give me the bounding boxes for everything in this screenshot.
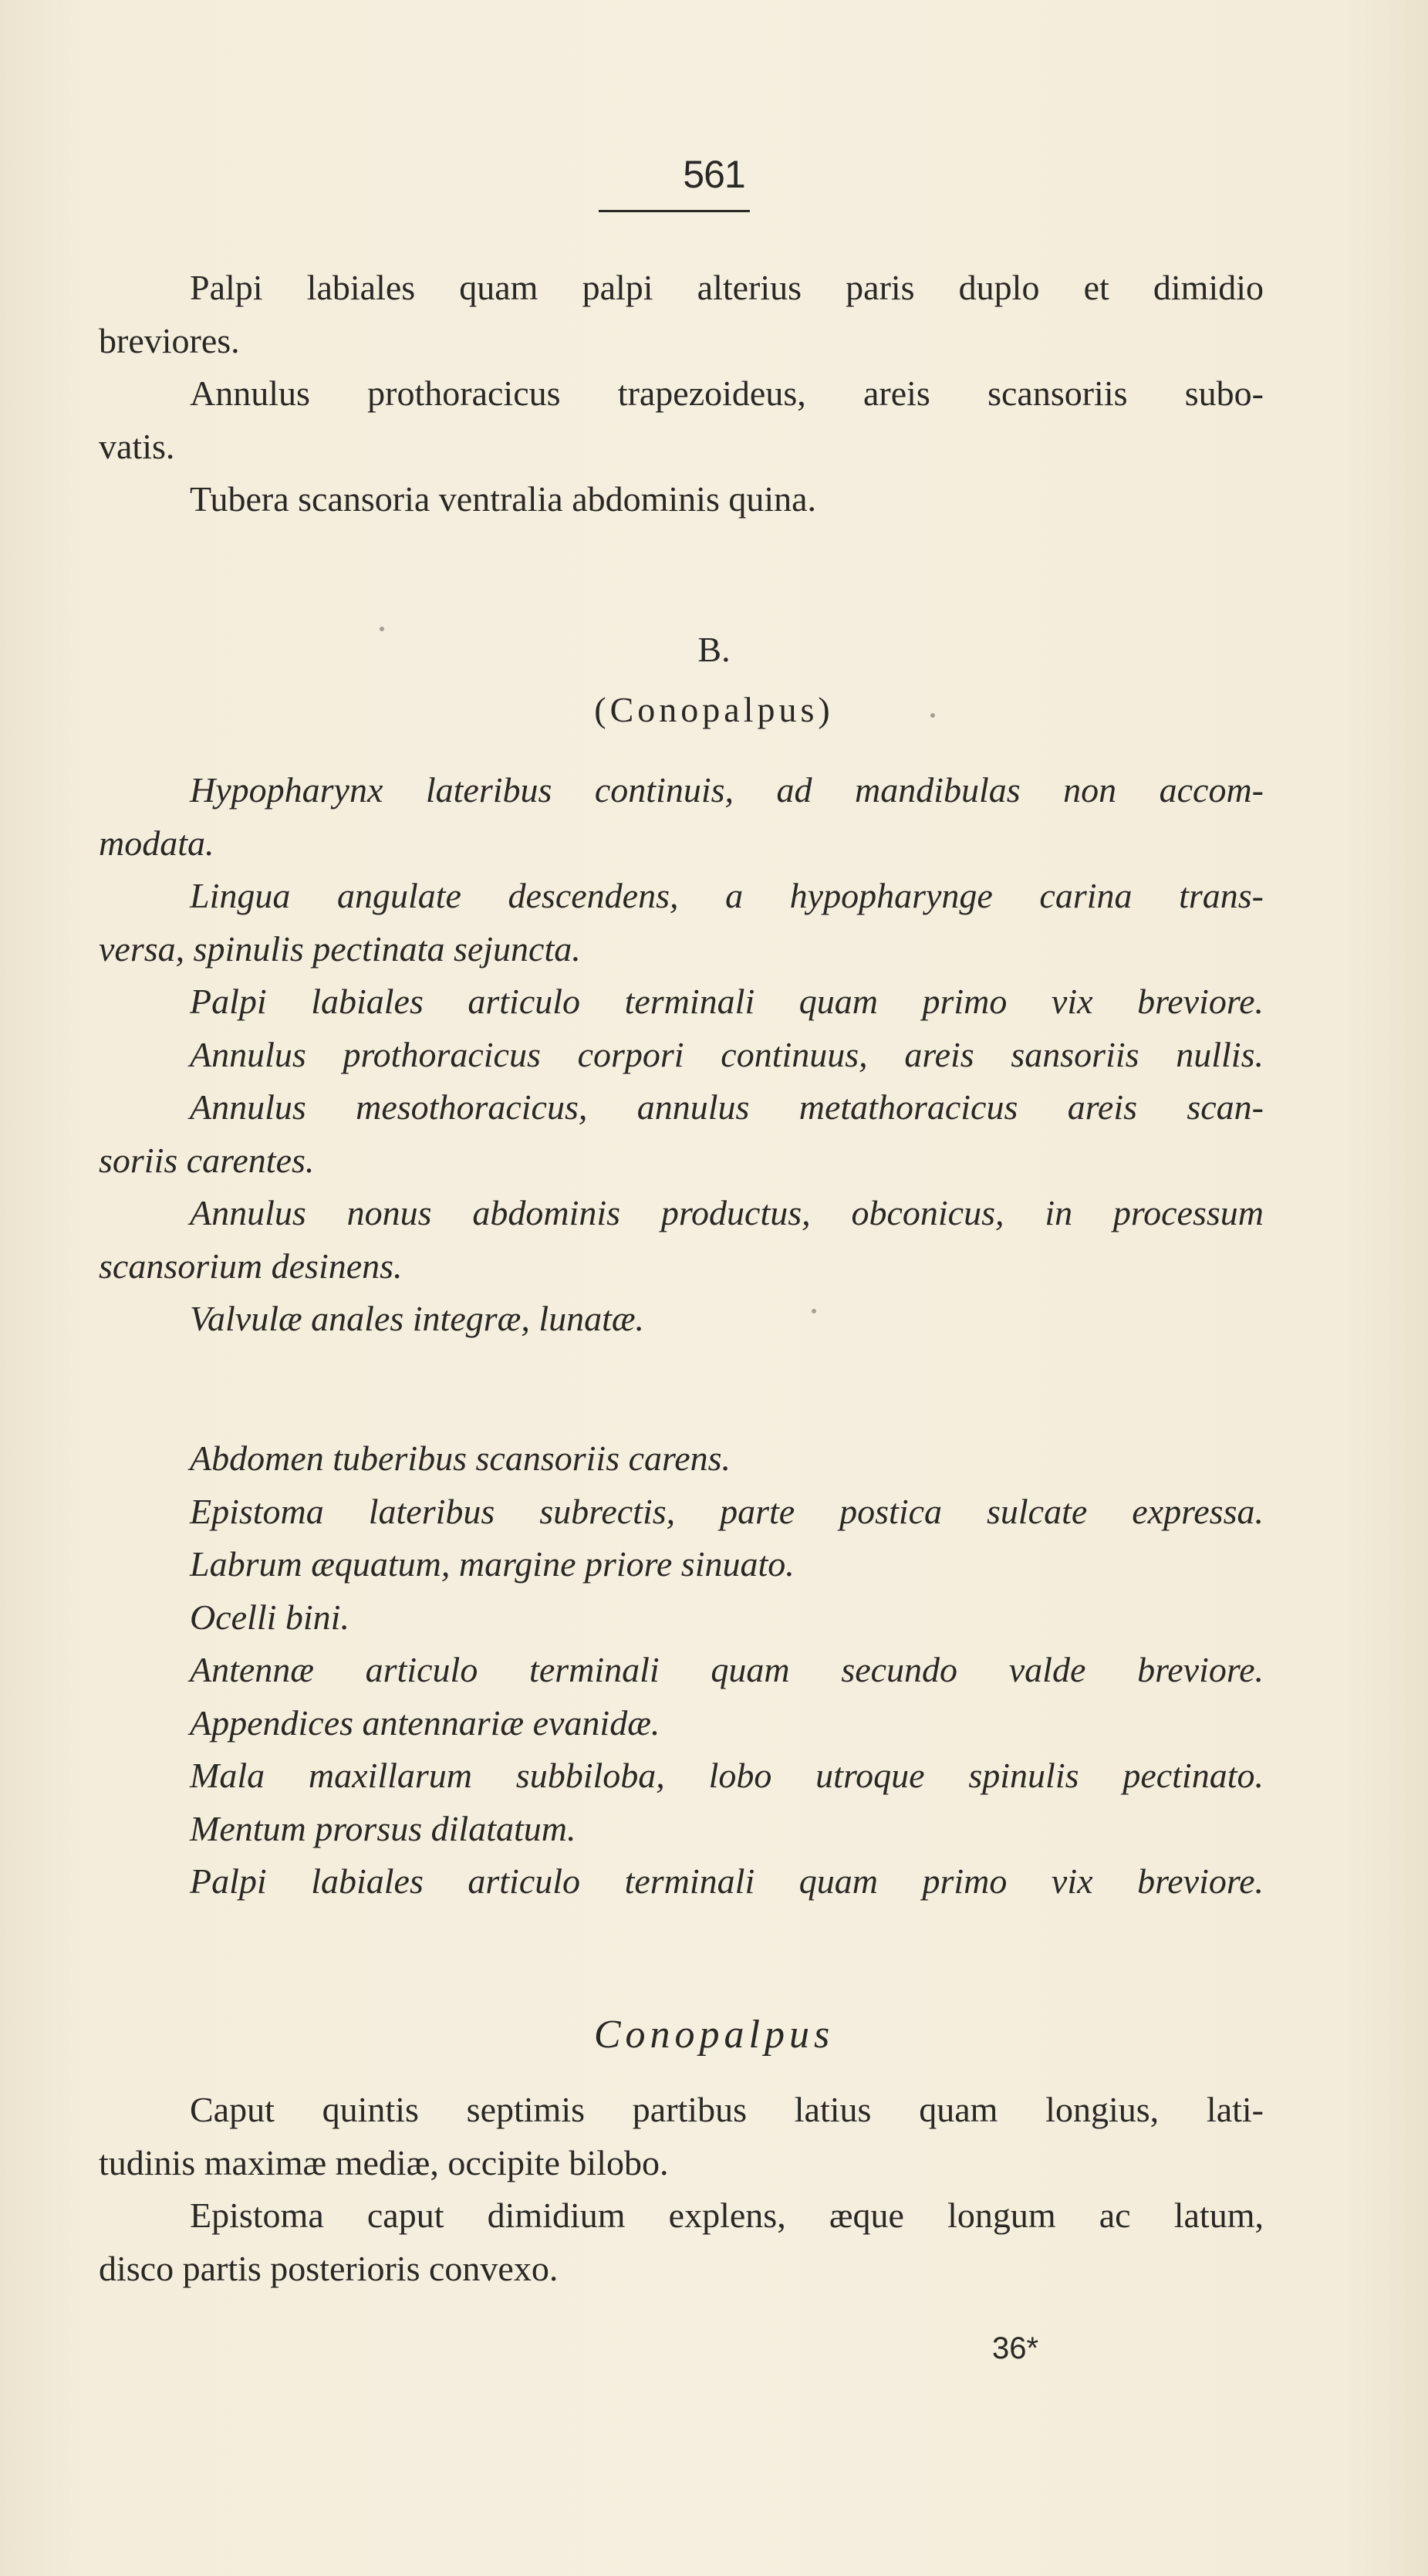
signature-mark: 36*: [992, 2331, 1039, 2365]
text-line: Appendices antennariæ evanidæ.: [190, 1702, 660, 1743]
text-line: Antennæ articulo terminali quam secundo valde breviore.: [190, 1650, 1264, 1689]
genus-title: Conopalpus: [593, 2013, 835, 2057]
page-number-rule: [599, 210, 750, 212]
text-line: Caput quintis septimis partibus latius quam longius, lati-: [190, 2090, 1264, 2129]
text-line: Mentum prorsus dilatatum.: [190, 1808, 576, 1848]
text-line: tudinis maximæ mediæ, occipite bilobo.: [99, 2142, 669, 2182]
text-line: Valvulæ anales integræ, lunatæ.: [190, 1299, 645, 1338]
text-line: versa, spinulis pectinata sejuncta.: [99, 928, 581, 969]
section-letter: B.: [697, 630, 731, 669]
text-line: Annulus nonus abdominis productus, obconicus, in processum: [190, 1193, 1264, 1232]
page-number: 561: [683, 153, 745, 196]
text-line: Palpi labiales articulo terminali quam primo vix breviore.: [190, 1861, 1264, 1901]
genus-description: [99, 2084, 1264, 2295]
text-line: Annulus prothoracicus corpori continuus, areis sansoriis nullis.: [190, 1034, 1264, 1074]
print-speck: [380, 627, 384, 631]
text-line: Tubera scansoria ventralia abdominis quina.: [190, 479, 817, 519]
section-name: (Conopalpus): [594, 690, 834, 729]
text-line: Palpi labiales articulo terminali quam primo vix breviore.: [190, 982, 1264, 1021]
text-line: Annulus mesothoracicus, annulus metathoracicus areis scan-: [190, 1087, 1264, 1127]
text-line: Epistoma lateribus subrectis, parte postica sulcate expressa.: [190, 1491, 1264, 1531]
text-line: modata.: [99, 823, 214, 863]
print-speck: [930, 713, 935, 718]
text-line: Annulus prothoracicus trapezoideus, areis scansoriis subo-: [190, 374, 1264, 413]
text-line: scansorium desinens.: [99, 1246, 403, 1286]
text-line: Palpi labiales quam palpi alterius paris duplo et dimidio: [190, 268, 1264, 307]
print-speck: [812, 1309, 816, 1313]
section-b-group-1: [99, 764, 1264, 1346]
text-line: Ocelli bini.: [190, 1597, 349, 1637]
text-line: vatis.: [99, 426, 175, 466]
text-line: Hypopharynx lateribus continuis, ad mandibulas non accom-: [190, 770, 1264, 810]
text-line: Abdomen tuberibus scansoriis carens.: [190, 1438, 731, 1478]
intro-text: [99, 262, 1264, 526]
text-line: breviores.: [99, 320, 240, 360]
text-line: soriis carentes.: [99, 1140, 315, 1180]
text-line: Labrum æquatum, margine priore sinuato.: [190, 1544, 795, 1584]
text-line: Mala maxillarum subbiloba, lobo utroque spinulis pectinato.: [190, 1756, 1264, 1795]
section-b-group-2: [99, 1432, 1264, 1908]
text-line: Lingua angulate descendens, a hypopharynge carina trans-: [190, 876, 1264, 915]
text-line: disco partis posterioris convexo.: [99, 2248, 559, 2288]
text-line: Epistoma caput dimidium explens, æque longum ac latum,: [190, 2196, 1264, 2235]
